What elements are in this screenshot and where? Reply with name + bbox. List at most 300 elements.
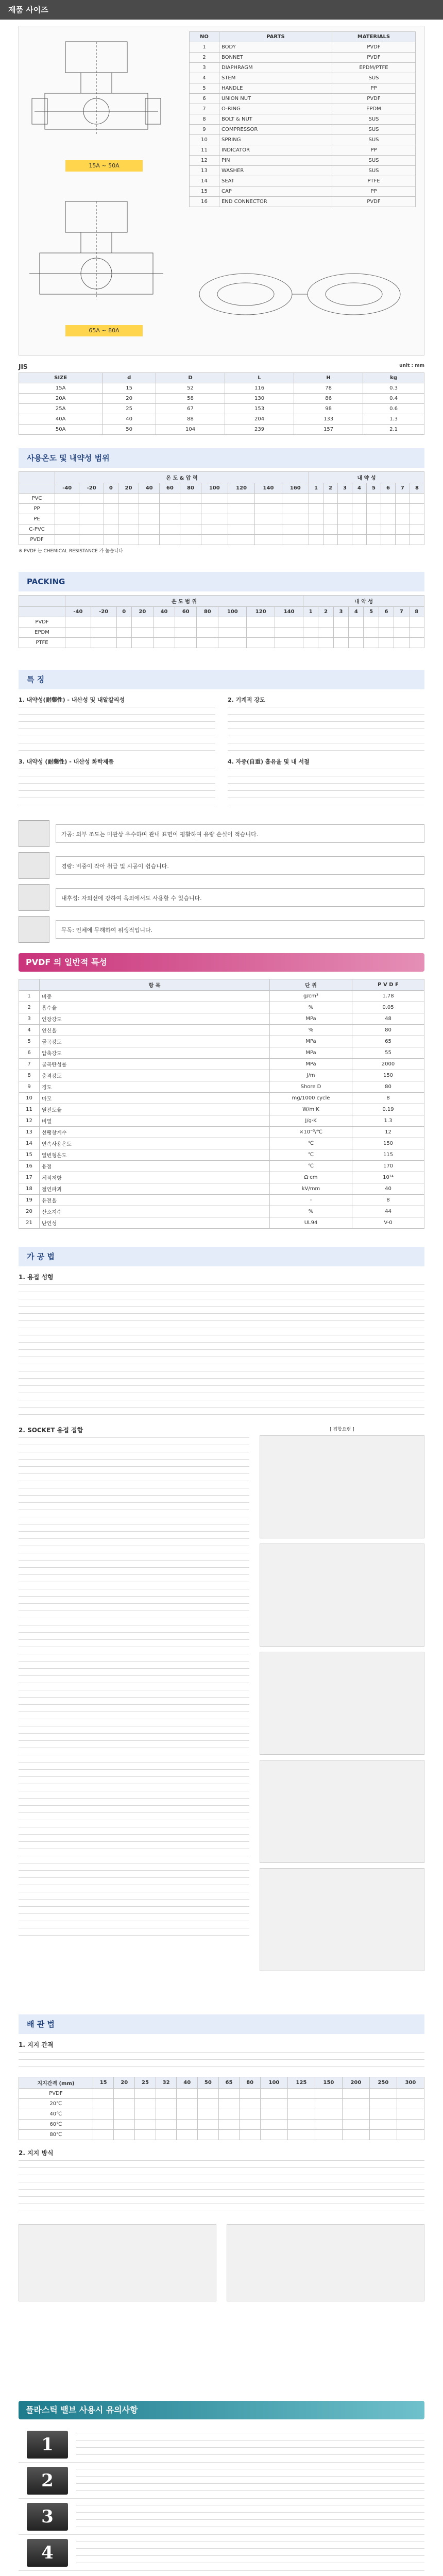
piping-cell [218, 2099, 240, 2109]
packing-cell [303, 638, 318, 648]
packing-cell [318, 617, 333, 628]
parts-row [190, 114, 416, 125]
packing-cell [131, 628, 153, 638]
precaution-number: 1 [27, 2431, 68, 2459]
parts-cell: SUS [332, 73, 415, 83]
piping-header-size: 150 [315, 2077, 342, 2089]
temp-cell [255, 494, 282, 504]
feature-note [19, 852, 424, 879]
piping-cell [177, 2120, 198, 2130]
piping-cell [397, 2109, 424, 2120]
temp-cell [55, 535, 79, 545]
props-index: 15 [19, 1149, 40, 1161]
feature-left-subtext [19, 769, 215, 810]
piping-cell [260, 2130, 287, 2140]
packing-row-label: EPDM [19, 628, 65, 638]
piping-cell [315, 2130, 342, 2140]
jis-header-cell: d [103, 373, 156, 383]
piping-cell [198, 2089, 219, 2099]
packing-cell [379, 628, 394, 638]
temp-cell [323, 514, 338, 524]
jis-cell: 40 [103, 414, 156, 425]
parts-cell: BONNET [219, 53, 332, 63]
piping-cell [397, 2099, 424, 2109]
props-index: 14 [19, 1138, 40, 1149]
jis-cell: 0.4 [363, 394, 424, 404]
piping-cell [342, 2120, 369, 2130]
pvdf-props-banner [19, 953, 424, 972]
parts-cell: PP [332, 83, 415, 94]
packing-cell [175, 628, 197, 638]
props-row [19, 1127, 424, 1138]
figure-label-a: 15A ~ 50A [65, 160, 143, 172]
piping-cell [240, 2109, 261, 2120]
props-index: 20 [19, 1206, 40, 1217]
props-cell: V-0 [352, 1217, 424, 1229]
temp-cell [228, 524, 254, 535]
temp-cell [118, 524, 139, 535]
piping-cell [93, 2120, 114, 2130]
piping-cell [287, 2099, 315, 2109]
piping-cell [93, 2130, 114, 2140]
temp-cell [282, 504, 309, 514]
temp-cell [255, 514, 282, 524]
props-cell: W/m·K [270, 1104, 352, 1115]
props-cell: 마모 [40, 1093, 270, 1104]
props-cell: 8 [352, 1093, 424, 1104]
piping-cell [93, 2099, 114, 2109]
props-index: 11 [19, 1104, 40, 1115]
temp-cell [366, 535, 381, 545]
props-cell: Shore D [270, 1081, 352, 1093]
parts-cell: END CONNECTOR [219, 197, 332, 207]
temp-cell [337, 524, 352, 535]
jis-cell: 20 [103, 394, 156, 404]
piping-row [19, 2120, 424, 2130]
piping-sub: 2. 지지 방식 [19, 2149, 54, 2157]
temp-cell [282, 494, 309, 504]
piping-row-label: 40℃ [19, 2109, 93, 2120]
jis-cell: 1.3 [363, 414, 424, 425]
jis-cell: 116 [225, 383, 294, 394]
temp-cell [410, 514, 424, 524]
props-index: 13 [19, 1127, 40, 1138]
packing-cell [154, 638, 175, 648]
feature-note [19, 916, 424, 943]
props-cell: 비열 [40, 1115, 270, 1127]
props-row [19, 1093, 424, 1104]
jis-cell: 40A [19, 414, 103, 425]
temp-cell [381, 514, 395, 524]
piping-table [19, 2077, 424, 2140]
piping-row [19, 2109, 424, 2120]
jis-cell: 130 [225, 394, 294, 404]
processing-text-2 [19, 1437, 249, 1942]
piping-row-label: PVDF [19, 2089, 93, 2099]
props-cell: 8 [352, 1195, 424, 1206]
packing-cell [409, 638, 424, 648]
props-cell: MPa [270, 1047, 352, 1059]
props-row [19, 1183, 424, 1195]
packing-cell [65, 617, 91, 628]
temp-cell [395, 514, 410, 524]
props-cell: 55 [352, 1047, 424, 1059]
jis-cell: 0.3 [363, 383, 424, 394]
piping-cell [342, 2109, 369, 2120]
packing-cell [349, 628, 364, 638]
parts-cell: 13 [190, 166, 219, 176]
temp-cell [160, 494, 180, 504]
temp-cell [381, 524, 395, 535]
jis-cell: 50A [19, 425, 103, 435]
temp-cell [337, 535, 352, 545]
temp-cell [255, 524, 282, 535]
props-index: 18 [19, 1183, 40, 1195]
piping-row-label: 60℃ [19, 2120, 93, 2130]
precautions-list [19, 2427, 424, 2571]
precaution-item [19, 2535, 424, 2571]
temp-cell [201, 524, 228, 535]
temp-cell [139, 494, 160, 504]
jis-cell: 2.1 [363, 425, 424, 435]
piping-cell [114, 2099, 135, 2109]
temp-cell [255, 504, 282, 514]
temp-row [19, 514, 424, 524]
piping-cell [287, 2120, 315, 2130]
parts-row [190, 156, 416, 166]
packing-cell [303, 617, 318, 628]
temp-row [19, 494, 424, 504]
temp-cell [180, 504, 201, 514]
piping-header-size: 25 [135, 2077, 156, 2089]
piping-header-size: 65 [218, 2077, 240, 2089]
props-row [19, 1115, 424, 1127]
temp-table: 온 도 & 압 력 내 약 성 -40 -20 0 20 40 60 80 100 120 140 160 1 2 3 4 5 6 7 8 PVC PP PE C-PVC PVDF [19, 471, 424, 545]
props-row [19, 1081, 424, 1093]
parts-row [190, 166, 416, 176]
props-col-pvdf: P V D F [352, 979, 424, 991]
precaution-item [19, 2463, 424, 2499]
props-cell: % [270, 1002, 352, 1013]
piping-cell [114, 2089, 135, 2099]
packing-cell [247, 617, 275, 628]
temp-cell [118, 535, 139, 545]
temp-cell [282, 514, 309, 524]
parts-row [190, 63, 416, 73]
parts-cell: 12 [190, 156, 219, 166]
temp-cell [309, 524, 323, 535]
packing-cell [154, 628, 175, 638]
packing-cell [218, 638, 247, 648]
props-cell: 체적저항 [40, 1172, 270, 1183]
piping-cell [260, 2109, 287, 2120]
parts-cell: PVDF [332, 42, 415, 53]
props-row [19, 1036, 424, 1047]
props-cell: MPa [270, 1036, 352, 1047]
feature-note [19, 820, 424, 847]
parts-row [190, 94, 416, 104]
piping-cell [315, 2109, 342, 2120]
temp-cell [139, 535, 160, 545]
jis-cell: 153 [225, 404, 294, 414]
jis-cell: 25A [19, 404, 103, 414]
piping-cell [315, 2120, 342, 2130]
temp-cell [201, 535, 228, 545]
temp-cell [366, 504, 381, 514]
temp-cell [104, 504, 118, 514]
figure-label-b: 65A ~ 80A [65, 325, 143, 336]
temp-cell [366, 524, 381, 535]
jis-caption [19, 363, 424, 370]
temp-cell [160, 535, 180, 545]
props-index: 1 [19, 991, 40, 1002]
parts-header-no: NO [190, 32, 219, 42]
packing-cell [197, 638, 218, 648]
processing-text-1 [19, 1284, 424, 1418]
props-index: 16 [19, 1161, 40, 1172]
jis-header-cell: D [156, 373, 225, 383]
parts-cell: 8 [190, 114, 219, 125]
piping-cell [287, 2109, 315, 2120]
processing-title: 가 공 법 [27, 1252, 55, 1261]
piping-cell [156, 2089, 177, 2099]
parts-cell: PVDF [332, 197, 415, 207]
parts-cell: 14 [190, 176, 219, 187]
features-right [228, 696, 424, 810]
processing-figure-3 [260, 1652, 424, 1755]
temp-cell [180, 535, 201, 545]
piping-cell [93, 2089, 114, 2099]
temp-cell [395, 494, 410, 504]
parts-cell: PIN [219, 156, 332, 166]
feature-note-text: 경량: 비중이 작아 취급 및 시공이 쉽습니다. [56, 856, 424, 875]
temp-row [19, 504, 424, 514]
packing-cell [131, 617, 153, 628]
props-cell: 선팽창계수 [40, 1127, 270, 1138]
props-cell: 170 [352, 1161, 424, 1172]
temp-cell [79, 514, 104, 524]
packing-cell [116, 617, 131, 628]
feature-left-text [19, 707, 215, 753]
props-row [19, 1172, 424, 1183]
temp-cell [118, 514, 139, 524]
piping-intro: 1. 지지 간격 [19, 2041, 54, 2048]
temp-cell [255, 535, 282, 545]
piping-text-1 [19, 2052, 424, 2073]
jis-cell: 15 [103, 383, 156, 394]
parts-row [190, 176, 416, 187]
props-row [19, 1217, 424, 1229]
props-cell: 굴곡강도 [40, 1036, 270, 1047]
packing-cell [91, 628, 116, 638]
jis-cell: 86 [294, 394, 363, 404]
temp-cell [381, 494, 395, 504]
precaution-number: 2 [27, 2467, 68, 2495]
props-cell: 48 [352, 1013, 424, 1025]
props-cell: ℃ [270, 1149, 352, 1161]
parts-row [190, 135, 416, 145]
props-col-item: 항 목 [40, 979, 270, 991]
props-cell: ×10⁻⁵/℃ [270, 1127, 352, 1138]
piping-cell [177, 2089, 198, 2099]
packing-row [19, 617, 424, 628]
temp-cell [228, 535, 254, 545]
packing-cell [218, 628, 247, 638]
packing-cell [175, 617, 197, 628]
temp-cell [309, 494, 323, 504]
props-index: 9 [19, 1081, 40, 1093]
precaution-text [76, 2433, 424, 2456]
piping-cell [177, 2109, 198, 2120]
feature-note-text: 무독: 인체에 무해하여 위생적입니다. [56, 920, 424, 939]
piping-row-label: 20℃ [19, 2099, 93, 2109]
product-drawing-panel [19, 26, 424, 355]
piping-header-size: 100 [260, 2077, 287, 2089]
feature-notes [19, 820, 424, 943]
temp-row [19, 524, 424, 535]
piping-cell [397, 2130, 424, 2140]
temp-cell [180, 514, 201, 524]
feature-right-title: 2. 기계적 강도 [228, 697, 265, 703]
temp-cell [366, 514, 381, 524]
props-row [19, 1002, 424, 1013]
temp-cell [323, 504, 338, 514]
packing-cell [409, 617, 424, 628]
piping-header-size: 300 [397, 2077, 424, 2089]
jis-header-cell: SIZE [19, 373, 103, 383]
temp-cell [323, 524, 338, 535]
parts-cell: HANDLE [219, 83, 332, 94]
packing-cell [91, 638, 116, 648]
piping-cell [260, 2099, 287, 2109]
precaution-number: 4 [27, 2539, 68, 2567]
temp-row-label: PE [19, 514, 55, 524]
props-index: 17 [19, 1172, 40, 1183]
props-cell: kV/mm [270, 1183, 352, 1195]
feature-note-text: 가공: 외부 조도는 미관상 우수하며 관내 표면이 평활하여 유량 손실이 적습니다. [56, 824, 424, 843]
packing-header [19, 572, 424, 591]
processing-columns [19, 1426, 424, 1971]
jis-row [19, 404, 424, 414]
piping-cell [369, 2099, 397, 2109]
temp-row-label: PP [19, 504, 55, 514]
props-row [19, 1149, 424, 1161]
temp-row-label: C-PVC [19, 524, 55, 535]
props-cell: 융점 [40, 1161, 270, 1172]
props-cell: 40 [352, 1183, 424, 1195]
temp-cell [201, 504, 228, 514]
exploded-view-drawing [189, 243, 416, 346]
props-cell: J/g·K [270, 1115, 352, 1127]
piping-cell [369, 2089, 397, 2099]
props-row [19, 1138, 424, 1149]
piping-cell [260, 2089, 287, 2099]
temp-cell [201, 494, 228, 504]
jis-table [19, 372, 424, 435]
parts-row [190, 125, 416, 135]
piping-header-size: 250 [369, 2077, 397, 2089]
precaution-item [19, 2427, 424, 2463]
piping-cell [114, 2120, 135, 2130]
piping-cell [287, 2130, 315, 2140]
piping-cell [114, 2109, 135, 2120]
props-cell: 인장강도 [40, 1013, 270, 1025]
props-index: 6 [19, 1047, 40, 1059]
temp-cell [410, 524, 424, 535]
parts-table [189, 31, 416, 207]
processing-left [19, 1426, 249, 1971]
packing-cell [318, 628, 333, 638]
temp-cell [104, 514, 118, 524]
parts-cell: 16 [190, 197, 219, 207]
piping-cell [198, 2109, 219, 2120]
props-cell: 연신율 [40, 1025, 270, 1036]
piping-cell [218, 2120, 240, 2130]
temp-cell [55, 524, 79, 535]
props-index: 10 [19, 1093, 40, 1104]
temp-cell [309, 504, 323, 514]
temp-row-label: PVDF [19, 535, 55, 545]
parts-cell: PP [332, 145, 415, 156]
props-cell: J/m [270, 1070, 352, 1081]
props-cell: ℃ [270, 1161, 352, 1172]
jis-cell: 239 [225, 425, 294, 435]
packing-section [19, 595, 424, 648]
props-cell: 연속사용온도 [40, 1138, 270, 1149]
props-cell: 비중 [40, 991, 270, 1002]
props-cell: 80 [352, 1081, 424, 1093]
parts-cell: SUS [332, 166, 415, 176]
props-col-unit: 단 위 [270, 979, 352, 991]
precaution-item [19, 2499, 424, 2535]
pvdf-props-section [19, 979, 424, 1229]
piping-cell [114, 2130, 135, 2140]
parts-cell: SUS [332, 156, 415, 166]
parts-row [190, 187, 416, 197]
parts-cell: SUS [332, 125, 415, 135]
temp-cell [352, 494, 366, 504]
parts-cell: SEAT [219, 176, 332, 187]
jis-cell: 104 [156, 425, 225, 435]
parts-table-wrap [189, 31, 416, 207]
piping-cell [287, 2089, 315, 2099]
temp-cell [118, 504, 139, 514]
packing-row [19, 628, 424, 638]
parts-row [190, 145, 416, 156]
piping-cell [240, 2089, 261, 2099]
temp-cell [381, 504, 395, 514]
piping-cell [135, 2130, 156, 2140]
parts-header-materials: MATERIALS [332, 32, 415, 42]
parts-cell: 7 [190, 104, 219, 114]
processing-figure-label: [ 접합요령 ] [330, 1427, 354, 1432]
piping-header-size: 125 [287, 2077, 315, 2089]
packing-row-label: PTFE [19, 638, 65, 648]
packing-cell [333, 628, 348, 638]
piping-cell [369, 2130, 397, 2140]
processing-figure-4 [260, 1760, 424, 1863]
props-cell: 압축강도 [40, 1047, 270, 1059]
packing-cell [409, 628, 424, 638]
props-cell: 44 [352, 1206, 424, 1217]
props-cell: 굴곡탄성률 [40, 1059, 270, 1070]
piping-cell [135, 2109, 156, 2120]
product-size-title: 제품 사이즈 [8, 5, 48, 14]
jis-header-cell: kg [363, 373, 424, 383]
parts-cell: 15 [190, 187, 219, 197]
packing-cell [379, 638, 394, 648]
parts-cell: SUS [332, 114, 415, 125]
